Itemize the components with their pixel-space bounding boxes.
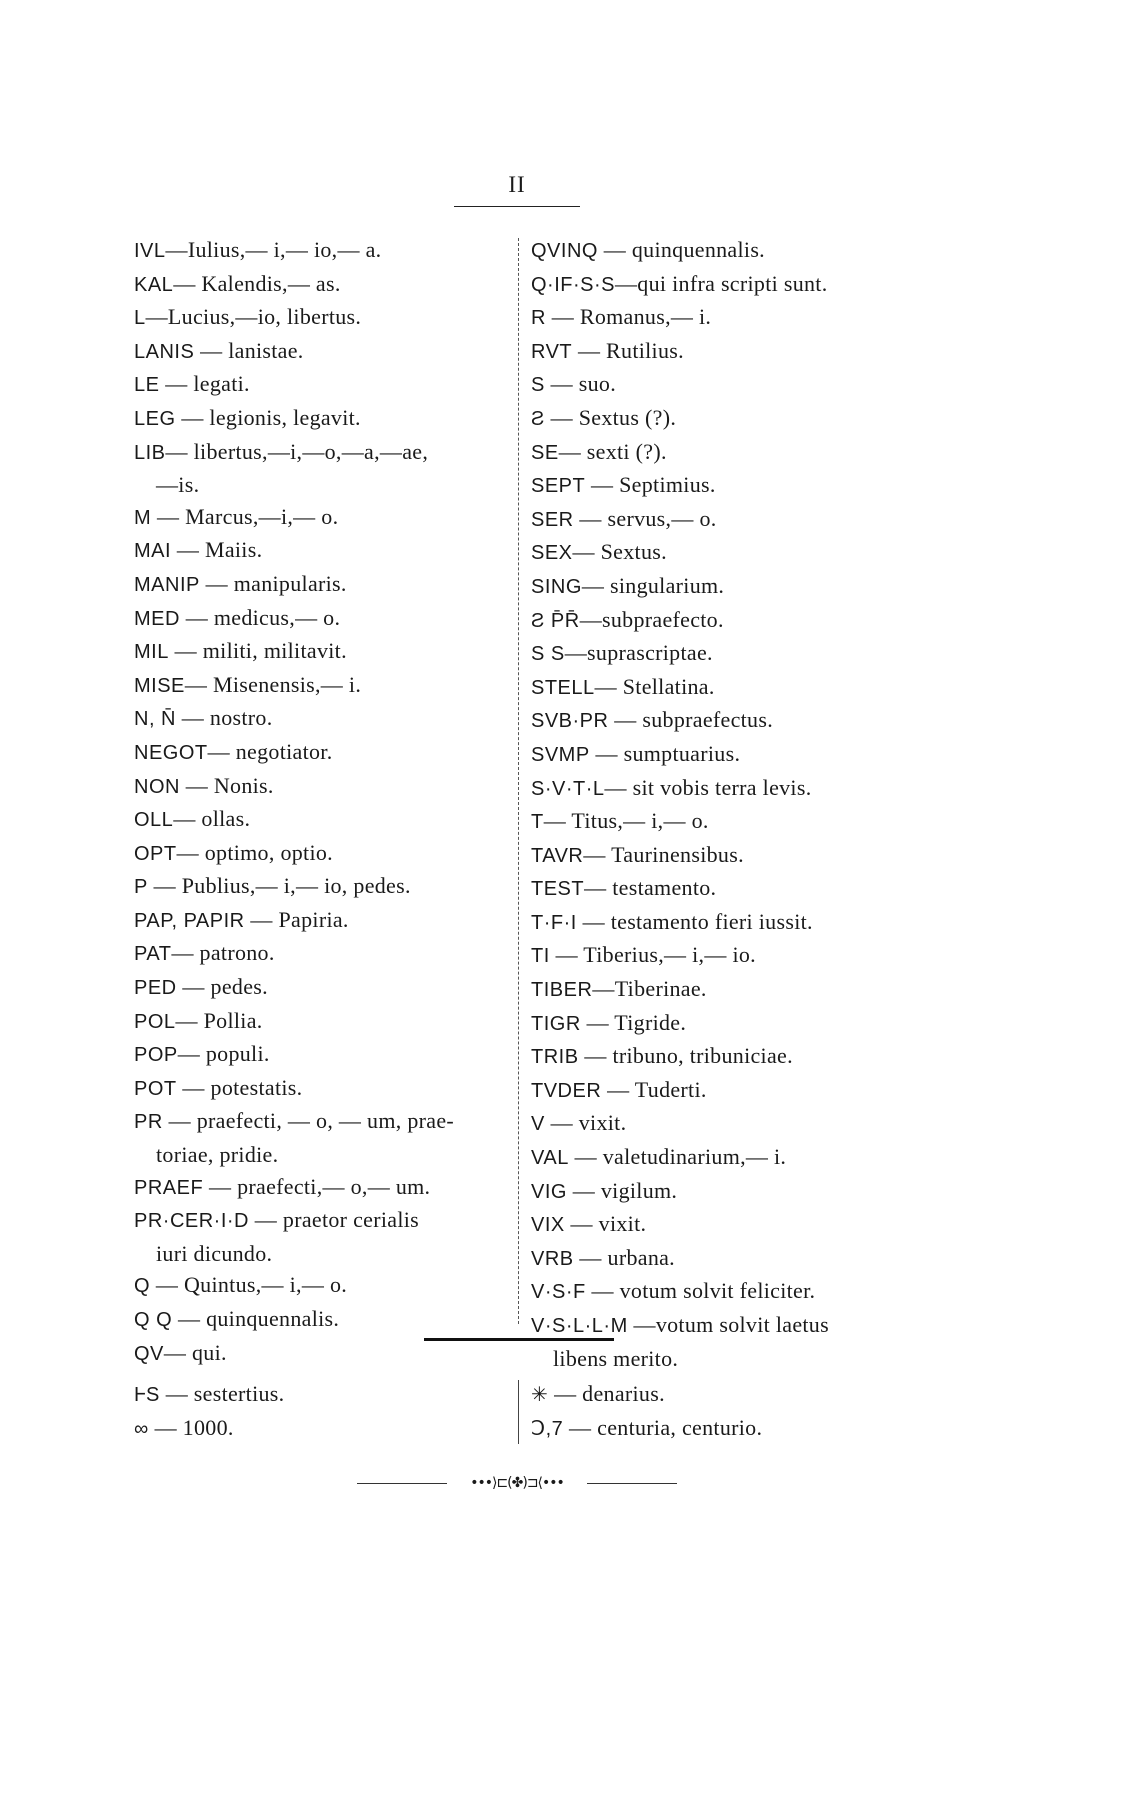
abbreviation-entry [531, 469, 931, 503]
abbreviation-entry [531, 704, 931, 738]
entry-definition: — militi, militavit. [168, 638, 347, 664]
abbreviation-entry [134, 1303, 524, 1337]
entry-definition: —qui infra scripti sunt. [615, 270, 828, 296]
abbreviation-entry [531, 268, 931, 302]
entry-abbreviation: MIL [134, 641, 169, 664]
symbols-left [134, 1378, 284, 1445]
entry-abbreviation: POL [134, 1010, 176, 1033]
abbreviation-entry [531, 503, 931, 537]
entry-abbreviation: N, N̄ [134, 708, 176, 731]
entry-abbreviation: OPT [134, 842, 177, 865]
entry-definition: — Marcus,—i,— o. [151, 503, 339, 529]
entry-definition: — lanistae. [194, 337, 304, 363]
abbreviation-entry [531, 671, 931, 705]
entry-definition: — Tigride. [580, 1009, 687, 1035]
entry-definition: —Tiberinae. [592, 976, 707, 1002]
abbreviation-entry [134, 1204, 524, 1238]
entry-definition: — Romanus,— i. [545, 304, 712, 330]
entry-definition: — Quintus,— i,— o. [150, 1272, 348, 1298]
section-separator [424, 1338, 614, 1341]
entry-abbreviation: Q·IF·S·S [531, 273, 615, 296]
entry-definition: — medicus,— o. [179, 604, 341, 630]
entry-definition: — Tuderti. [601, 1076, 707, 1102]
abbreviation-entry [134, 602, 524, 636]
entry-definition: — sumptuarius. [589, 740, 741, 766]
abbreviation-entry [531, 1378, 762, 1412]
abbreviation-entry [134, 904, 524, 938]
entry-abbreviation: T [531, 811, 544, 834]
abbreviation-entry [531, 536, 931, 570]
entry-abbreviation: M [134, 506, 152, 529]
entry-abbreviation: SVB·PR [531, 710, 609, 733]
abbreviation-entry [531, 1242, 931, 1276]
abbreviation-entry [531, 805, 931, 839]
abbreviation-entry [134, 803, 524, 837]
entry-abbreviation: POP [134, 1044, 178, 1067]
entry-abbreviation: ⱵS [134, 1384, 160, 1406]
entry-definition: — Misenensis,— i. [184, 671, 362, 697]
abbreviation-entry [531, 1343, 931, 1375]
entry-abbreviation: ✳ [531, 1384, 549, 1406]
abbreviation-entry [134, 1072, 524, 1106]
column-divider [518, 238, 519, 1324]
entry-abbreviation: TVDER [531, 1079, 602, 1102]
entry-abbreviation: PRAEF [134, 1176, 204, 1199]
entry-definition: — sexti (?). [558, 438, 667, 464]
entry-definition: — 1000. [148, 1414, 234, 1440]
abbreviation-entry [531, 1107, 931, 1141]
abbreviation-entry [531, 738, 931, 772]
abbreviation-entry [134, 1412, 284, 1446]
abbreviation-entry [134, 635, 524, 669]
entry-abbreviation: V·S·L·L·M [531, 1315, 628, 1337]
entry-definition: — populi. [177, 1041, 270, 1067]
entry-abbreviation: QVINQ [531, 240, 598, 262]
abbreviation-entry [531, 872, 931, 906]
entry-definition: — valetudinarium,— i. [568, 1144, 787, 1170]
entry-abbreviation: VAL [531, 1147, 569, 1170]
entry-definition: — praefecti, — o, — um, prae- [162, 1108, 455, 1134]
abbreviation-entry [134, 770, 524, 804]
entry-abbreviation: TIGR [531, 1012, 581, 1035]
entry-abbreviation: OLL [134, 809, 174, 832]
entry-abbreviation: Ƨ [531, 407, 545, 430]
entry-definition: — Tiberius,— i,— io. [549, 942, 756, 968]
entry-abbreviation: TRIB [531, 1046, 579, 1069]
entry-definition: —Iulius,— i,— io,— a. [165, 237, 382, 262]
entry-definition: — Sextus (?). [544, 404, 677, 430]
entry-abbreviation: LE [134, 374, 160, 397]
entry-abbreviation: TIBER [531, 979, 593, 1002]
end-ornament [357, 1470, 677, 1496]
abbreviation-entry [531, 570, 931, 604]
entry-definition: — praetor cerialis [249, 1207, 420, 1233]
entry-abbreviation: POT [134, 1077, 177, 1100]
abbreviation-entry [134, 1105, 524, 1139]
entry-abbreviation: PR·CER·I·D [134, 1210, 249, 1233]
abbreviation-entry [134, 971, 524, 1005]
entry-abbreviation: RVT [531, 340, 573, 363]
entry-abbreviation: L [134, 307, 146, 330]
abbreviation-entry [134, 1139, 524, 1171]
entry-definition: — Taurinensibus. [583, 841, 744, 867]
abbreviation-entry [531, 301, 931, 335]
abbreviation-entry [531, 604, 931, 638]
entry-abbreviation: VIX [531, 1214, 565, 1237]
abbreviation-entry [134, 568, 524, 602]
entry-definition: — testamento. [584, 875, 717, 901]
entry-definition: — Sextus. [572, 539, 667, 565]
abbreviation-entry [134, 937, 524, 971]
entry-abbreviation: MAI [134, 540, 172, 563]
entry-definition: — Kalendis,— as. [173, 270, 341, 296]
abbreviation-entry [134, 534, 524, 568]
entry-abbreviation: MED [134, 607, 180, 630]
abbreviation-entry [531, 1412, 762, 1446]
entry-definition: —subpraefecto. [579, 606, 724, 632]
entry-definition: — testamento fieri iussit. [576, 908, 813, 934]
abbreviation-entry [531, 1175, 931, 1209]
entry-abbreviation: SING [531, 575, 582, 598]
abbreviation-entry [531, 368, 931, 402]
entry-definition: — subpraefectus. [608, 707, 774, 733]
page-number: II [508, 172, 526, 197]
entry-abbreviation: TI [531, 945, 550, 968]
abbreviation-entry [134, 1038, 524, 1072]
abbreviation-entry [531, 772, 931, 806]
entry-definition: — Rutilius. [572, 337, 684, 363]
entry-definition: — Pollia. [175, 1007, 263, 1033]
entry-definition: — potestatis. [176, 1074, 303, 1100]
ornament-center: •••⟩⊏(✤)⊐⟨••• [470, 1475, 564, 1491]
abbreviation-entry [134, 501, 524, 535]
abbreviation-entry [134, 436, 524, 470]
entry-abbreviation: SEX [531, 542, 573, 565]
entry-abbreviation: IVL [134, 240, 166, 262]
abbreviation-entry [531, 436, 931, 470]
symbols-divider [518, 1380, 519, 1444]
entry-definition: — pedes. [176, 974, 268, 1000]
entry-definition: — singularium. [581, 572, 725, 598]
entry-abbreviation: LEG [134, 407, 176, 430]
abbreviation-entry [531, 1040, 931, 1074]
abbreviation-entry [531, 1074, 931, 1108]
entry-abbreviation: NEGOT [134, 741, 208, 764]
entry-abbreviation: QV [134, 1342, 164, 1365]
entry-definition: — vigilum. [566, 1177, 678, 1203]
entry-definition: — nostro. [176, 705, 273, 731]
abbreviation-entry [531, 335, 931, 369]
entry-definition: — servus,— o. [573, 505, 717, 531]
entry-abbreviation: PR [134, 1111, 163, 1134]
abbreviation-entry [531, 637, 931, 671]
entry-definition: — centuria, centurio. [563, 1414, 763, 1440]
entry-definition: — libertus,—i,—o,—a,—ae, [165, 438, 429, 464]
entry-abbreviation: TEST [531, 878, 585, 901]
abbreviation-entry [134, 870, 524, 904]
page-number-rule [454, 206, 580, 207]
abbreviation-entry [134, 736, 524, 770]
entry-definition: — manipularis. [199, 570, 347, 596]
entry-definition: iuri dicundo. [156, 1240, 273, 1266]
abbreviation-entry [531, 1007, 931, 1041]
entry-definition: — suo. [544, 371, 617, 397]
entry-definition: libens merito. [553, 1345, 679, 1371]
entry-abbreviation: SVMP [531, 743, 590, 766]
abbreviation-entry [134, 1005, 524, 1039]
entry-abbreviation: SEPT [531, 475, 586, 498]
entry-abbreviation: T·F·I [531, 911, 577, 934]
abbreviation-entry [134, 368, 524, 402]
entry-definition: — quinquennalis. [597, 237, 765, 262]
entry-abbreviation: S [531, 374, 545, 397]
entry-abbreviation: SER [531, 508, 574, 531]
entry-definition: — Septimius. [585, 472, 716, 498]
entry-abbreviation: LIB [134, 441, 166, 464]
entry-abbreviation: R [531, 307, 546, 330]
entry-abbreviation: VIG [531, 1180, 567, 1203]
entry-abbreviation: V·S·F [531, 1281, 586, 1304]
abbreviation-entry [134, 335, 524, 369]
abbreviation-entry [531, 939, 931, 973]
entry-abbreviation: SE [531, 441, 559, 464]
entry-definition: —votum solvit laetus [627, 1312, 829, 1337]
entry-definition: —is. [156, 472, 200, 498]
abbreviation-entry [134, 1378, 284, 1412]
entry-abbreviation: Q [134, 1275, 151, 1298]
entry-definition: — quinquennalis. [172, 1306, 340, 1331]
entry-definition: — Stellatina. [594, 673, 715, 699]
entry-abbreviation: NON [134, 775, 180, 798]
entry-definition: — votum solvit feliciter. [585, 1278, 816, 1304]
entry-definition: — sit vobis terra levis. [604, 774, 812, 800]
entry-definition: —Lucius,—io, libertus. [145, 304, 362, 330]
entry-definition: — tribuno, tribuniciae. [578, 1043, 793, 1069]
abbreviation-entry [134, 234, 524, 268]
abbreviation-entry [531, 839, 931, 873]
entry-abbreviation: V [531, 1113, 545, 1136]
abbreviation-entry [134, 669, 524, 703]
abbreviation-entry [134, 837, 524, 871]
abbreviation-entry [531, 234, 931, 268]
abbreviation-entry [134, 301, 524, 335]
entry-definition: — legionis, legavit. [175, 404, 361, 430]
entry-definition: — Maiis. [171, 537, 263, 563]
abbreviation-entry [134, 402, 524, 436]
left-abbreviation-column [134, 234, 524, 1370]
abbreviation-entry [531, 1208, 931, 1242]
entry-abbreviation: TAVR [531, 844, 584, 867]
entry-definition: — vixit. [564, 1211, 647, 1237]
ornament-line-left [357, 1483, 447, 1484]
entry-definition: — denarius. [548, 1381, 665, 1406]
entry-definition: — praefecti,— o,— um. [203, 1173, 431, 1199]
ornament-line-right [587, 1483, 677, 1484]
abbreviation-entry [134, 469, 524, 501]
entry-abbreviation: LANIS [134, 340, 195, 363]
entry-definition: — sestertius. [159, 1381, 285, 1406]
entry-abbreviation: VRB [531, 1247, 574, 1270]
entry-abbreviation: S·V·T·L [531, 777, 605, 800]
entry-abbreviation: MISE [134, 674, 185, 697]
entry-abbreviation: Q Q [134, 1309, 173, 1331]
entry-definition: toriae, pridie. [156, 1142, 279, 1168]
abbreviation-entry [134, 1238, 524, 1270]
right-abbreviation-column [531, 234, 931, 1374]
entry-definition: — optimo, optio. [176, 839, 333, 865]
entry-definition: — ollas. [173, 806, 251, 832]
entry-definition: — Nonis. [179, 772, 274, 798]
entry-definition: — negotiator. [207, 738, 333, 764]
entry-abbreviation: Ↄ,7 [531, 1417, 564, 1440]
symbols-right [531, 1378, 762, 1445]
entry-abbreviation: P [134, 876, 148, 899]
entry-definition: — Publius,— i,— io, pedes. [147, 873, 411, 899]
abbreviation-entry [531, 1141, 931, 1175]
abbreviation-entry [134, 702, 524, 736]
abbreviation-entry [531, 402, 931, 436]
abbreviation-entry [531, 1275, 931, 1309]
entry-abbreviation: PAT [134, 943, 172, 966]
entry-abbreviation: PED [134, 977, 177, 1000]
abbreviation-entry [531, 906, 931, 940]
abbreviation-entry [531, 973, 931, 1007]
entry-abbreviation: PAP, PAPIR [134, 909, 245, 932]
entry-definition: — patrono. [171, 940, 275, 966]
abbreviation-entry [134, 268, 524, 302]
entry-definition: — qui. [163, 1339, 227, 1365]
entry-definition: — Titus,— i,— o. [543, 808, 709, 834]
abbreviation-entry [134, 1337, 524, 1371]
entry-definition: — urbana. [573, 1244, 675, 1270]
entry-abbreviation: MANIP [134, 573, 200, 596]
entry-abbreviation: Ƨ P̄R̄ [531, 609, 580, 632]
entry-abbreviation: STELL [531, 676, 595, 699]
entry-definition: —suprascriptae. [564, 640, 713, 666]
entry-abbreviation: KAL [134, 273, 174, 296]
entry-definition: — legati. [159, 371, 250, 397]
abbreviation-entry [134, 1269, 524, 1303]
entry-definition: — vixit. [544, 1110, 627, 1136]
abbreviation-entry [134, 1171, 524, 1205]
entry-abbreviation: S S [531, 643, 565, 666]
entry-abbreviation: ∞ [134, 1417, 149, 1440]
entry-definition: — Papiria. [244, 906, 349, 932]
